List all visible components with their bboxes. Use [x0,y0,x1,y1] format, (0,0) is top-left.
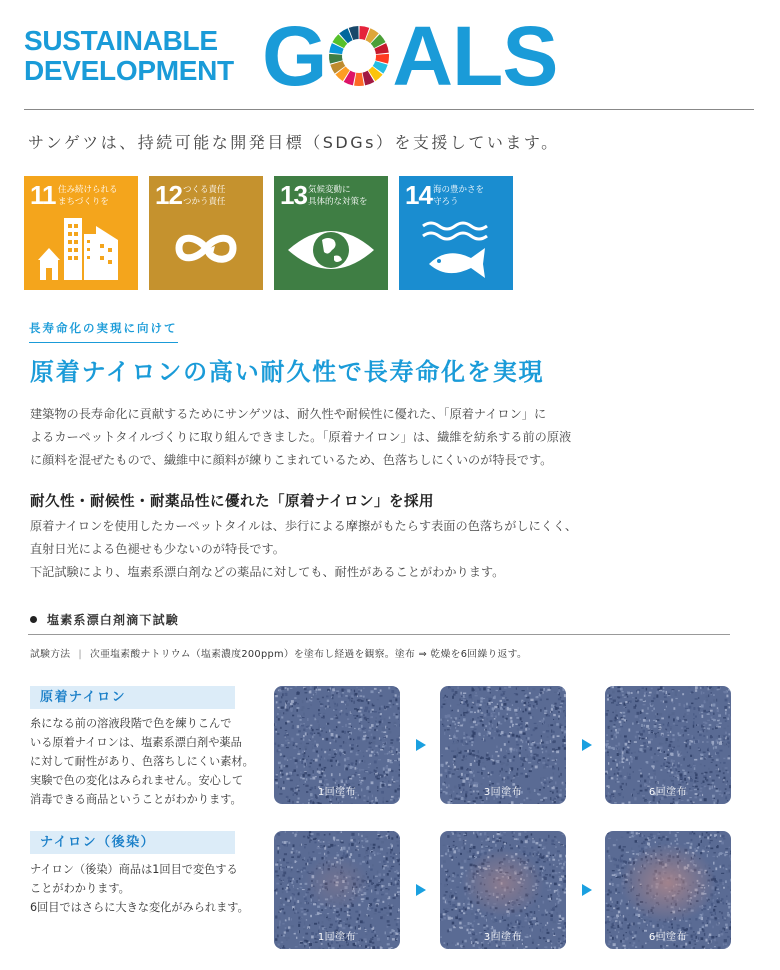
intro-line: よるカーペットタイルづくりに取り組んできました。「原着ナイロン」は、繊維を紡糸する前の原液 [30,430,572,444]
feature-heading: 耐久性・耐候性・耐薬品性に優れた「原着ナイロン」を採用 [30,494,434,510]
arrow-right-icon [416,884,426,896]
sdg-tile-number: 12 [155,180,182,210]
bullet-dot-icon [30,616,37,623]
arrow-right-icon [416,739,426,751]
carpet-sample-photo [274,831,400,949]
row-description [30,714,254,809]
desc-line: 糸になる前の溶液段階で色を練りこんで [30,717,232,730]
desc-line: ナイロン（後染）商品は1回目で変色する [30,863,238,876]
discoloration-stain [303,855,370,912]
logo-line-development: DEVELOPMENT [24,55,234,86]
test-title-text: 塩素系漂白剤滴下試験 [47,613,180,627]
method-text: 次亜塩素酸ナトリウム（塩素濃度200ppm）を塗布し経過を観察。塗布 ⇒ 乾燥を6回繰り返す。 [90,649,528,660]
carpet-sample-photo [605,831,731,949]
infinity-icon [149,206,263,290]
sdg-tile-number: 11 [30,180,56,210]
sdg-support-statement: サンゲツは、持続可能な開発目標（SDGs）を支援しています。 [28,133,560,152]
city-icon [24,206,138,290]
sample-caption: 3回塗布 [483,787,523,798]
carpet-sample-photo [605,686,731,804]
carpet-sample-photo [440,686,566,804]
desc-line: いる原着ナイロンは、塩素系漂白剤や薬品 [30,736,242,749]
discoloration-stain [620,843,716,923]
feature-line: 下記試験により、塩素系漂白剤などの薬品に対しても、耐性があることがわかります。 [30,565,505,579]
arrow-right-icon [582,884,592,896]
eye-globe-icon [274,206,388,290]
desc-line: に対して耐性があり、色落ちしにくい素材。 [30,755,254,768]
desc-line: ことがわかります。 [30,882,130,895]
sdg-tile-title: 住み続けられる まちづくりを [58,185,118,207]
sdg-tile-11 [24,176,138,290]
intro-line: に顔料を混ぜたもので、繊維中に顔料が練りこまれているため、色落ちしにくいのが特長です。 [30,453,553,467]
logo-line-sustainable: SUSTAINABLE [24,25,218,56]
method-label: 試験方法 [30,649,71,660]
sdg-tile-14 [399,176,513,290]
top-divider [24,109,754,110]
test-title [30,611,179,628]
sample-caption: 6回塗布 [648,932,688,943]
intro-paragraph [30,403,571,472]
sample-caption: 1回塗布 [317,932,357,943]
method-separator: | [78,649,82,660]
test-divider [28,634,730,635]
sdg-tile-title: 気候変動に 具体的な対策を [308,185,368,207]
logo-goals-rest: ALS [392,9,558,103]
sample-caption: 6回塗布 [648,787,688,798]
fish-icon [399,206,513,290]
sdg-tile-12 [149,176,263,290]
desc-line: 実験で色の変化はみられません。安心して [30,774,244,787]
sdg-tile-13 [274,176,388,290]
feature-line: 直射日光による色褪せも少ないのが特長です。 [30,542,285,556]
row-description [30,860,249,917]
row-label-dope-dyed-nylon: 原着ナイロン [30,686,235,709]
arrow-right-icon [582,739,592,751]
logo-goals-g: G [262,9,327,103]
desc-line: 6回目ではさらに大きな変化がみられます。 [30,901,249,914]
row-label-post-dyed-nylon: ナイロン（後染） [30,831,235,854]
section-headline: 原着ナイロンの高い耐久性で長寿命化を実現 [30,358,545,386]
carpet-sample-photo [274,686,400,804]
desc-line: 消毒できる商品ということがわかります。 [30,793,242,806]
sdg-tile-number: 13 [280,180,307,210]
sdg-tile-title: 海の豊かさを 守ろう [433,185,485,207]
sdg-logo-text [24,26,234,86]
feature-paragraph [30,515,577,584]
carpet-sample-photo [440,831,566,949]
wheel-segment [354,73,364,86]
sdg-color-wheel-icon [328,25,390,87]
sdg-tile-title: つくる責任 つかう責任 [183,185,226,207]
discoloration-stain [462,848,545,917]
feature-line: 原着ナイロンを使用したカーペットタイルは、歩行による摩擦がもたらす表面の色落ちがしにくく、 [30,519,578,533]
sdg-logo-goals [262,9,558,103]
sdg-tile-number: 14 [405,180,432,210]
test-method [30,646,527,660]
sample-caption: 3回塗布 [483,932,523,943]
section-subheading: 長寿命化の実現に向けて [29,320,178,343]
sample-caption: 1回塗布 [317,787,357,798]
intro-line: 建築物の長寿命化に貢献するためにサンゲツは、耐久性や耐候性に優れた、「原着ナイロン」に [30,407,547,421]
